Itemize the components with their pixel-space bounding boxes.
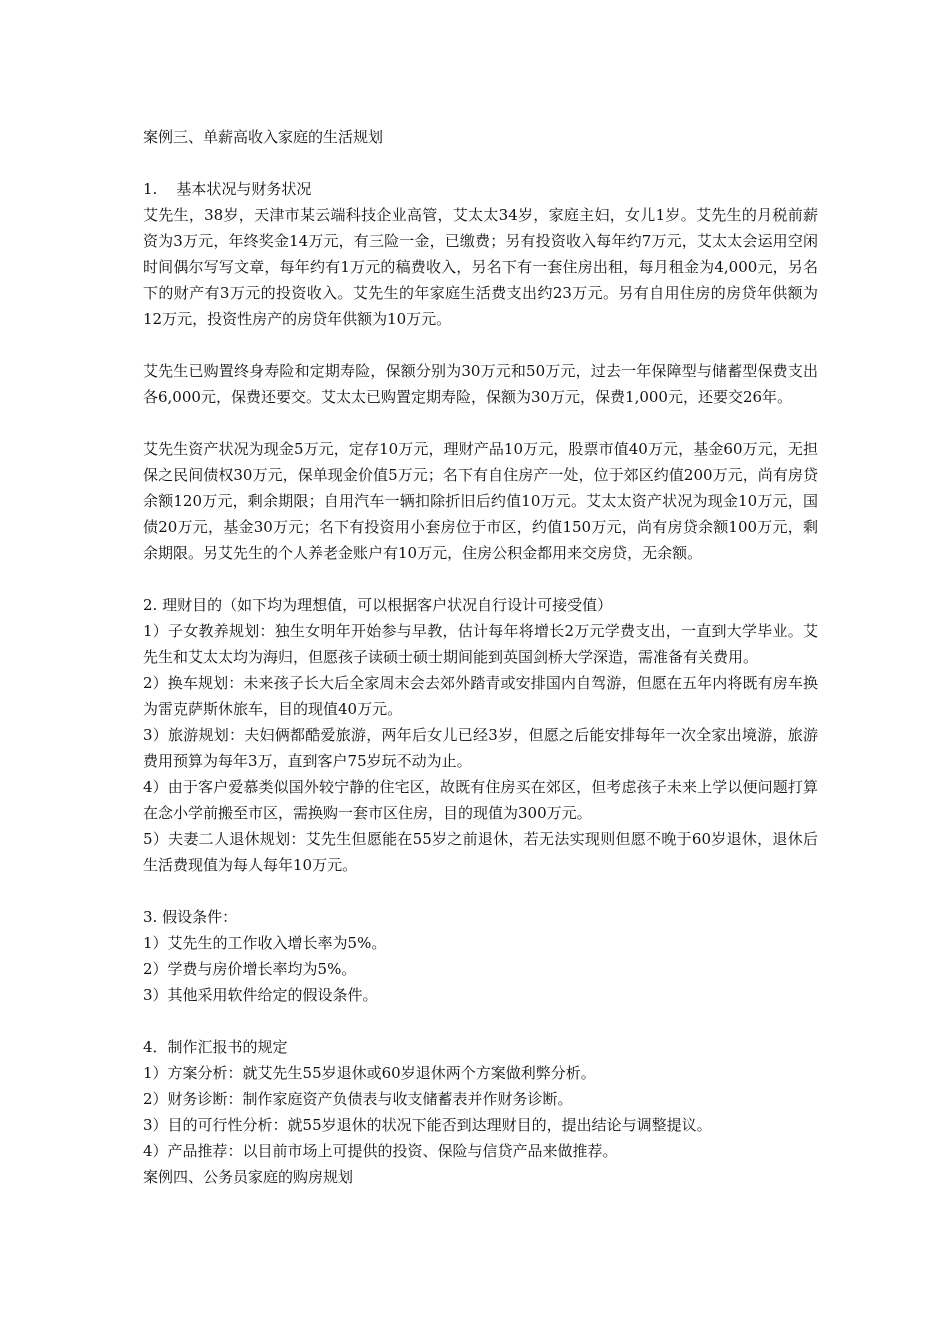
spacer: [143, 1008, 818, 1034]
section4-item-2: 2）财务诊断：制作家庭资产负债表与收支储蓄表并作财务诊断。: [143, 1090, 573, 1108]
section1-heading: 1. 基本状况与财务状况: [143, 180, 312, 198]
section3-item-1: 1）艾先生的工作收入增长率为5%。: [143, 934, 387, 952]
section1-paragraph-1: 艾先生，38岁，天津市某云端科技企业高管，艾太太34岁，家庭主妇，女儿1岁。艾先生的月税前薪资为3万元，年终奖金14万元，有三险一金，已缴费；另有投资收入每年约7万元，艾太太会运用空闲时间偶尔写写文章，每年约有1万元的稿费收入，另名下有一套住房出租，每月租金为4,000元，另名下的财产有3万元的投资收入。艾先生的年家庭生活费支出约23万元。另有自用住房的房贷年供额为12万元，投资性房产的房贷年供额为10万元。: [143, 206, 818, 328]
section2-item-5: 5）夫妻二人退休规划：艾先生但愿能在55岁之前退休，若无法实现则但愿不晚于60岁退休，退休后生活费现值为每人每年10万元。: [143, 830, 818, 874]
spacer: [143, 150, 818, 176]
section3-item-3: 3）其他采用软件给定的假设条件。: [143, 986, 378, 1004]
section1-paragraph-2: 艾先生已购置终身寿险和定期寿险，保额分别为30万元和50万元，过去一年保障型与储蓄型保费支出各6,000元，保费还要交。艾太太已购置定期寿险，保额为30万元，保费1,000元，还要交26年。: [143, 362, 818, 406]
spacer: [143, 332, 818, 358]
case4-title: 案例四、公务员家庭的购房规划: [143, 1168, 354, 1186]
spacer: [143, 566, 818, 592]
section4-item-4: 4）产品推荐：以目前市场上可提供的投资、保险与信贷产品来做推荐。: [143, 1142, 618, 1160]
section2-heading: 2. 理财目的（如下均为理想值，可以根据客户状况自行设计可接受值）: [143, 596, 613, 614]
spacer: [143, 410, 818, 436]
section2-item-2: 2）换车规划：未来孩子长大后全家周末会去郊外踏青或安排国内自驾游，但愿在五年内将既有房车换为雷克萨斯休旅车，目的现值40万元。: [143, 674, 818, 718]
section2-item-3: 3）旅游规划：夫妇俩都酷爱旅游，两年后女儿已经3岁，但愿之后能安排每年一次全家出境游，旅游费用预算为每年3万，直到客户75岁玩不动为止。: [143, 726, 818, 770]
section2-item-4: 4）由于客户爱慕类似国外较宁静的住宅区，故既有住房买在郊区，但考虑孩子未来上学以便问题打算在念小学前搬至市区，需换购一套市区住房，目的现值为300万元。: [143, 778, 818, 822]
section2-item-1: 1）子女教养规划：独生女明年开始参与早教，估计每年将增长2万元学费支出，一直到大学毕业。艾先生和艾太太均为海归，但愿孩子读硕士硕士期间能到英国剑桥大学深造，需准备有关费用。: [143, 622, 818, 666]
section3-heading: 3. 假设条件：: [143, 908, 238, 926]
section4-heading: 4．制作汇报书的规定: [143, 1038, 288, 1056]
spacer: [143, 878, 818, 904]
section4-item-1: 1）方案分析：就艾先生55岁退休或60岁退休两个方案做利弊分析。: [143, 1064, 596, 1082]
document-body: [143, 124, 818, 1190]
section3-item-2: 2）学费与房价增长率均为5%。: [143, 960, 357, 978]
section4-item-3: 3）目的可行性分析：就55岁退休的状况下能否到达理财目的，提出结论与调整提议。: [143, 1116, 712, 1134]
section1-paragraph-3: 艾先生资产状况为现金5万元，定存10万元，理财产品10万元，股票市值40万元，基金60万元，无担保之民间债权30万元，保单现金价值5万元；名下有自住房产一处，位于郊区约值200万元，尚有房贷余额120万元，剩余期限；自用汽车一辆扣除折旧后约值10万元。艾太太资产状况为现金10万元，国债20万元，基金30万元；名下有投资用小套房位于市区，约值150万元，尚有房贷余额100万元，剩余期限。另艾先生的个人养老金账户有10万元，住房公积金都用来交房贷，无余额。: [143, 440, 818, 562]
case3-title: 案例三、单薪高收入家庭的生活规划: [143, 128, 384, 146]
